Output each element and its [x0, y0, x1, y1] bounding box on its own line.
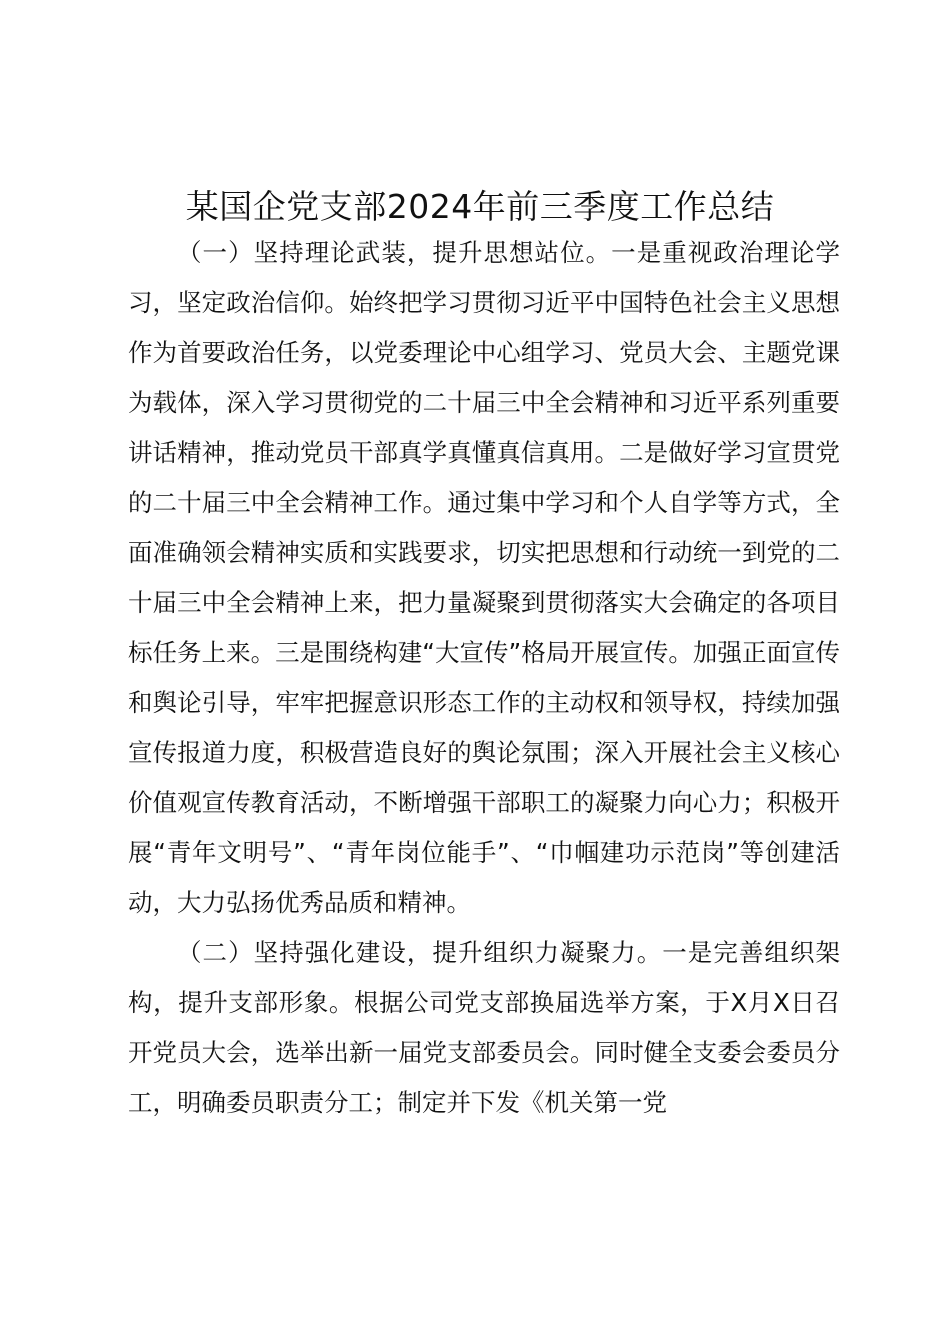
document-title: 某国企党支部2024年前三季度工作总结: [185, 187, 775, 226]
paragraph-organization-building: （二）坚持强化建设，提升组织力凝聚力。一是完善组织架构，提升支部形象。根据公司党支部换届选举方案，于X月X日召开党员大会，选举出新一届党支部委员会。同时健全支委会委员分工，明确委员职责分工；制定并下发《机关第一党: [128, 938, 840, 1117]
paragraph-theory-study: （一）坚持理论武装，提升思想站位。一是重视政治理论学习，坚定政治信仰。始终把学习贯彻习近平中国特色社会主义思想作为首要政治任务，以党委理论中心组学习、党员大会、主题党课为载体，深入学习贯彻党的二十届三中全会精神和习近平系列重要讲话精神，推动党员干部真学真懂真信真用。二是做好学习宣贯党的二十届三中全会精神工作。通过集中学习和个人自学等方式，全面准确领会精神实质和实践要求，切实把思想和行动统一到党的二十届三中全会精神上来，把力量凝聚到贯彻落实大会确定的各项目标任务上来。三是围绕构建“大宣传”格局开展宣传。加强正面宣传和舆论引导，牢牢把握意识形态工作的主动权和领导权，持续加强宣传报道力度，积极营造良好的舆论氛围；深入开展社会主义核心价值观宣传教育活动，不断增强干部职工的凝聚力向心力；积极开展“青年文明号”、“青年岗位能手”、“巾帼建功示范岗”等创建活动，大力弘扬优秀品质和精神。: [128, 238, 840, 917]
document-body: [128, 228, 840, 1128]
